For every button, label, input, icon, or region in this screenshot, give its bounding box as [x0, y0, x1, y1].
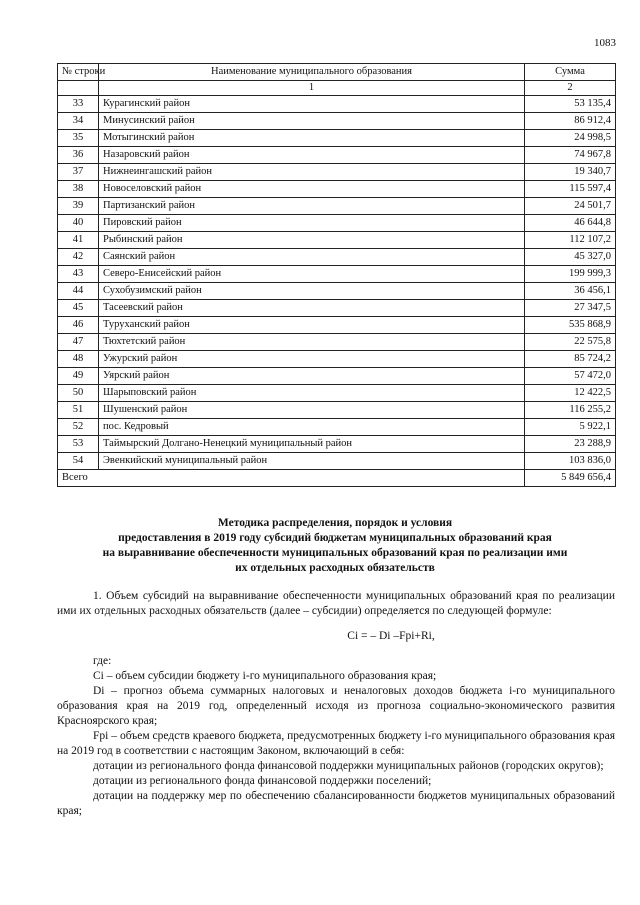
table-row [58, 385, 616, 402]
row-municipality: Курагинский район [99, 96, 525, 113]
list-item: дотации на поддержку мер по обеспечению сбалансированности бюджетов муниципальных образований края; [57, 790, 615, 817]
table-row [58, 164, 616, 181]
list-item: дотации из регионального фонда финансовой поддержки муниципальных районов (городских округов); [93, 760, 604, 772]
table-row [58, 266, 616, 283]
row-sum: 57 472,0 [525, 368, 616, 385]
row-municipality: Мотыгинский район [99, 130, 525, 147]
row-municipality: Пировский район [99, 215, 525, 232]
row-number: 46 [58, 317, 99, 334]
table-row [58, 368, 616, 385]
table-row [58, 113, 616, 130]
table-row [58, 232, 616, 249]
row-municipality: Шушенский район [99, 402, 525, 419]
row-number: 37 [58, 164, 99, 181]
table-row [58, 96, 616, 113]
table-row [58, 283, 616, 300]
row-number: 39 [58, 198, 99, 215]
row-number: 34 [58, 113, 99, 130]
row-sum: 115 597,4 [525, 181, 616, 198]
row-sum: 45 327,0 [525, 249, 616, 266]
row-number: 41 [58, 232, 99, 249]
row-municipality: Рыбинский район [99, 232, 525, 249]
row-sum: 46 644,8 [525, 215, 616, 232]
table-row [58, 300, 616, 317]
methodology-title-line: на выравнивание обеспеченности муниципальных образований края по реализации ими [102, 547, 568, 559]
header-municipality: Наименование муниципального образования [99, 64, 525, 81]
row-number: 43 [58, 266, 99, 283]
table-row [58, 198, 616, 215]
row-number: 45 [58, 300, 99, 317]
row-sum: 24 998,5 [525, 130, 616, 147]
table-row [58, 402, 616, 419]
table-body [58, 96, 616, 470]
row-number: 53 [58, 436, 99, 453]
row-sum: 22 575,8 [525, 334, 616, 351]
formula: Ci = – Di –Fpi+Ri, [347, 630, 435, 642]
index-col-2: 2 [525, 81, 616, 96]
row-sum: 19 340,7 [525, 164, 616, 181]
row-number: 44 [58, 283, 99, 300]
row-municipality: Сухобузимский район [99, 283, 525, 300]
row-number: 42 [58, 249, 99, 266]
row-sum: 74 967,8 [525, 147, 616, 164]
row-municipality: Северо-Енисейский район [99, 266, 525, 283]
row-number: 52 [58, 419, 99, 436]
row-municipality: Шарыповский район [99, 385, 525, 402]
row-sum: 116 255,2 [525, 402, 616, 419]
row-sum: 53 135,4 [525, 96, 616, 113]
table-index-row [58, 81, 616, 96]
where-label: где: [93, 655, 112, 667]
row-number: 40 [58, 215, 99, 232]
table-total-row [58, 470, 616, 487]
row-number: 49 [58, 368, 99, 385]
page-number: 1083 [594, 37, 616, 49]
row-sum: 85 724,2 [525, 351, 616, 368]
row-sum: 23 288,9 [525, 436, 616, 453]
total-sum: 5 849 656,4 [525, 470, 616, 487]
methodology-title-line: их отдельных расходных обязательств [235, 562, 435, 574]
table-header-row [58, 64, 616, 81]
row-municipality: Тюхтетский район [99, 334, 525, 351]
row-municipality: пос. Кедровый [99, 419, 525, 436]
row-sum: 103 836,0 [525, 453, 616, 470]
row-sum: 86 912,4 [525, 113, 616, 130]
row-municipality: Минусинский район [99, 113, 525, 130]
row-municipality: Туруханский район [99, 317, 525, 334]
row-number: 35 [58, 130, 99, 147]
table-row [58, 215, 616, 232]
row-municipality: Уярский район [99, 368, 525, 385]
table-row [58, 351, 616, 368]
row-sum: 535 868,9 [525, 317, 616, 334]
row-number: 51 [58, 402, 99, 419]
row-sum: 199 999,3 [525, 266, 616, 283]
table-row [58, 317, 616, 334]
table-row [58, 181, 616, 198]
row-sum: 12 422,5 [525, 385, 616, 402]
row-municipality: Ужурский район [99, 351, 525, 368]
definition-ci: Ci – объем субсидии бюджету i-го муниципального образования края; [93, 670, 437, 682]
subsidy-table [57, 63, 616, 487]
methodology-title-line: предоставления в 2019 году субсидий бюджетам муниципальных образований края [118, 532, 552, 544]
methodology-body [57, 589, 615, 819]
row-sum: 24 501,7 [525, 198, 616, 215]
header-sum: Сумма [525, 64, 616, 81]
row-municipality: Таймырский Долгано-Ненецкий муниципальный район [99, 436, 525, 453]
table-row [58, 419, 616, 436]
paragraph-1: 1. Объем субсидий на выравнивание обеспеченности муниципальных образований края по реализации ими их отдельных расходных обязательств (далее – субсидии) определяется по следующей формуле: [57, 590, 615, 617]
row-number: 33 [58, 96, 99, 113]
table-row [58, 249, 616, 266]
row-sum: 27 347,5 [525, 300, 616, 317]
header-row-number: № строки [58, 64, 99, 81]
definition-di: Di – прогноз объема суммарных налоговых и неналоговых доходов бюджета i-го муниципального образования края на 2019 год, определенный исходя из прогноза социально-экономического развития Красноярского края; [57, 685, 615, 727]
row-municipality: Партизанский район [99, 198, 525, 215]
table-row [58, 436, 616, 453]
methodology-title [50, 516, 620, 576]
list-item: дотации из регионального фонда финансовой поддержки поселений; [93, 775, 432, 787]
row-municipality: Тасеевский район [99, 300, 525, 317]
row-number: 36 [58, 147, 99, 164]
row-municipality: Эвенкийский муниципальный район [99, 453, 525, 470]
row-number: 48 [58, 351, 99, 368]
table-row [58, 453, 616, 470]
row-municipality: Нижнеингашский район [99, 164, 525, 181]
row-number: 38 [58, 181, 99, 198]
row-sum: 5 922,1 [525, 419, 616, 436]
row-number: 47 [58, 334, 99, 351]
table-row [58, 147, 616, 164]
total-label: Всего [58, 470, 525, 487]
row-sum: 36 456,1 [525, 283, 616, 300]
index-col-1: 1 [99, 81, 525, 96]
table-row [58, 130, 616, 147]
methodology-title-line: Методика распределения, порядок и условия [217, 517, 453, 529]
definition-fpi: Fpi – объем средств краевого бюджета, предусмотренных бюджету i-го муниципального образования края на 2019 год в соответствии с настоящим Законом, включающий в себя: [57, 730, 615, 757]
row-municipality: Новоселовский район [99, 181, 525, 198]
row-number: 50 [58, 385, 99, 402]
row-municipality: Назаровский район [99, 147, 525, 164]
table-row [58, 334, 616, 351]
row-number: 54 [58, 453, 99, 470]
row-municipality: Саянский район [99, 249, 525, 266]
row-sum: 112 107,2 [525, 232, 616, 249]
